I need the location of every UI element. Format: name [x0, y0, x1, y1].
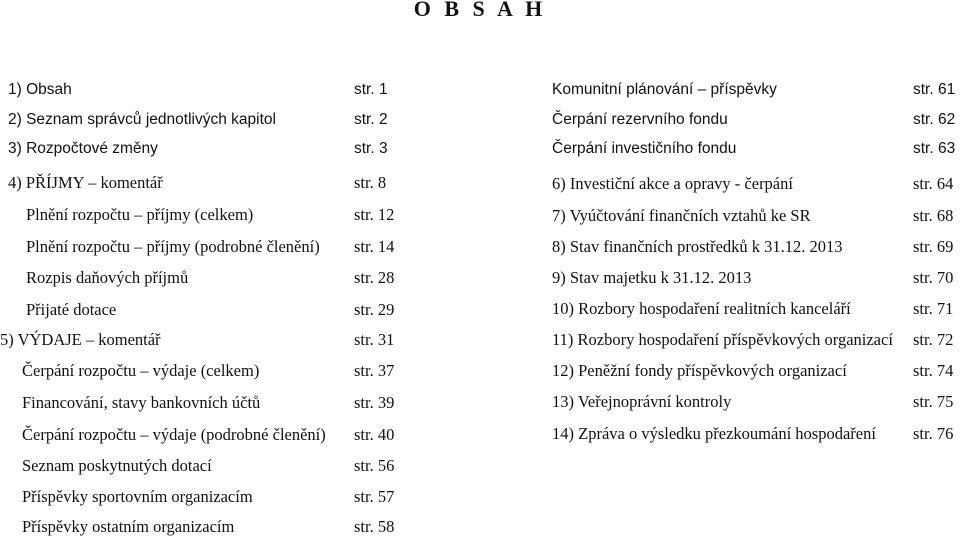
toc-entry-label: Čerpání rozpočtu – výdaje (celkem): [22, 361, 260, 380]
toc-entry-page: str. 12: [354, 205, 395, 224]
toc-entry-page: str. 71: [913, 299, 954, 318]
toc-entry-label: Čerpání investičního fondu: [552, 140, 737, 157]
toc-entry-page: str. 57: [354, 487, 395, 506]
toc-entry-label: 13) Veřejnoprávní kontroly: [552, 392, 732, 411]
toc-entry-page: str. 70: [913, 268, 954, 287]
toc-entry-page: str. 63: [913, 140, 956, 157]
toc-entry-label: Plnění rozpočtu – příjmy (podrobné členění): [26, 237, 320, 256]
toc-entry-page: str. 56: [354, 456, 395, 475]
toc-entry-page: str. 37: [354, 361, 395, 380]
toc-entry-page: str. 62: [913, 111, 956, 128]
toc-entry-page: str. 74: [913, 361, 954, 380]
toc-entry-label: Plnění rozpočtu – příjmy (celkem): [26, 205, 254, 224]
toc-entry-label: 7) Vyúčtování finančních vztahů ke SR: [552, 206, 811, 225]
toc-entry-page: str. 29: [354, 300, 395, 319]
toc-entry-label: 12) Peněžní fondy příspěvkových organizací: [552, 361, 847, 380]
toc-entry-page: str. 1: [354, 81, 388, 98]
toc-entry-label: 11) Rozbory hospodaření příspěvkových organizací: [552, 330, 893, 349]
toc-entry-label: Seznam poskytnutých dotací: [22, 456, 212, 475]
toc-entry-label: 2) Seznam správců jednotlivých kapitol: [8, 111, 276, 128]
toc-entry-label: Čerpání rezervního fondu: [552, 111, 728, 128]
toc-entry-page: str. 8: [354, 173, 387, 192]
toc-entry-label: 14) Zpráva o výsledku přezkoumání hospodaření: [552, 424, 876, 443]
toc-entry-page: str. 72: [913, 330, 954, 349]
toc-entry-label: Rozpis daňových příjmů: [26, 268, 189, 287]
toc-entry-page: str. 64: [913, 174, 954, 193]
toc-entry-page: str. 28: [354, 268, 395, 287]
toc-entry-page: str. 39: [354, 393, 395, 412]
toc-entry-page: str. 69: [913, 237, 954, 256]
toc-entry-label: Financování, stavy bankovních účtů: [22, 393, 261, 412]
toc-entry-label: 4) PŘÍJMY – komentář: [8, 173, 163, 192]
toc-entry-label: 5) VÝDAJE – komentář: [0, 330, 161, 349]
toc-entry-label: Přijaté dotace: [26, 300, 117, 319]
toc-entry-label: Čerpání rozpočtu – výdaje (podrobné členění): [22, 425, 326, 444]
toc-entry-page: str. 2: [354, 111, 388, 128]
toc-entry-page: str. 68: [913, 206, 954, 225]
toc-entry-label: 10) Rozbory hospodaření realitních kanceláří: [552, 299, 851, 318]
page-title: O B S A H: [413, 0, 547, 21]
toc-entry-label: 9) Stav majetku k 31.12. 2013: [552, 268, 752, 287]
toc-entry-label: Příspěvky ostatním organizacím: [22, 517, 235, 536]
toc-entry-label: 8) Stav finančních prostředků k 31.12. 2013: [552, 237, 843, 256]
toc-entry-page: str. 3: [354, 140, 388, 157]
toc-entry-page: str. 76: [913, 424, 954, 443]
toc-entry-label: 6) Investiční akce a opravy - čerpání: [552, 174, 793, 193]
toc-entry-page: str. 31: [354, 330, 395, 349]
toc-entry-label: Příspěvky sportovním organizacím: [22, 487, 253, 506]
toc-entry-label: Komunitní plánování – příspěvky: [552, 81, 777, 98]
toc-entry-page: str. 58: [354, 517, 395, 536]
toc-entry-page: str. 40: [354, 425, 395, 444]
toc-entry-page: str. 61: [913, 81, 956, 98]
toc-entry-label: 3) Rozpočtové změny: [8, 140, 158, 157]
toc-entry-page: str. 14: [354, 237, 395, 256]
toc-entry-label: 1) Obsah: [8, 81, 72, 98]
toc-entry-page: str. 75: [913, 392, 954, 411]
